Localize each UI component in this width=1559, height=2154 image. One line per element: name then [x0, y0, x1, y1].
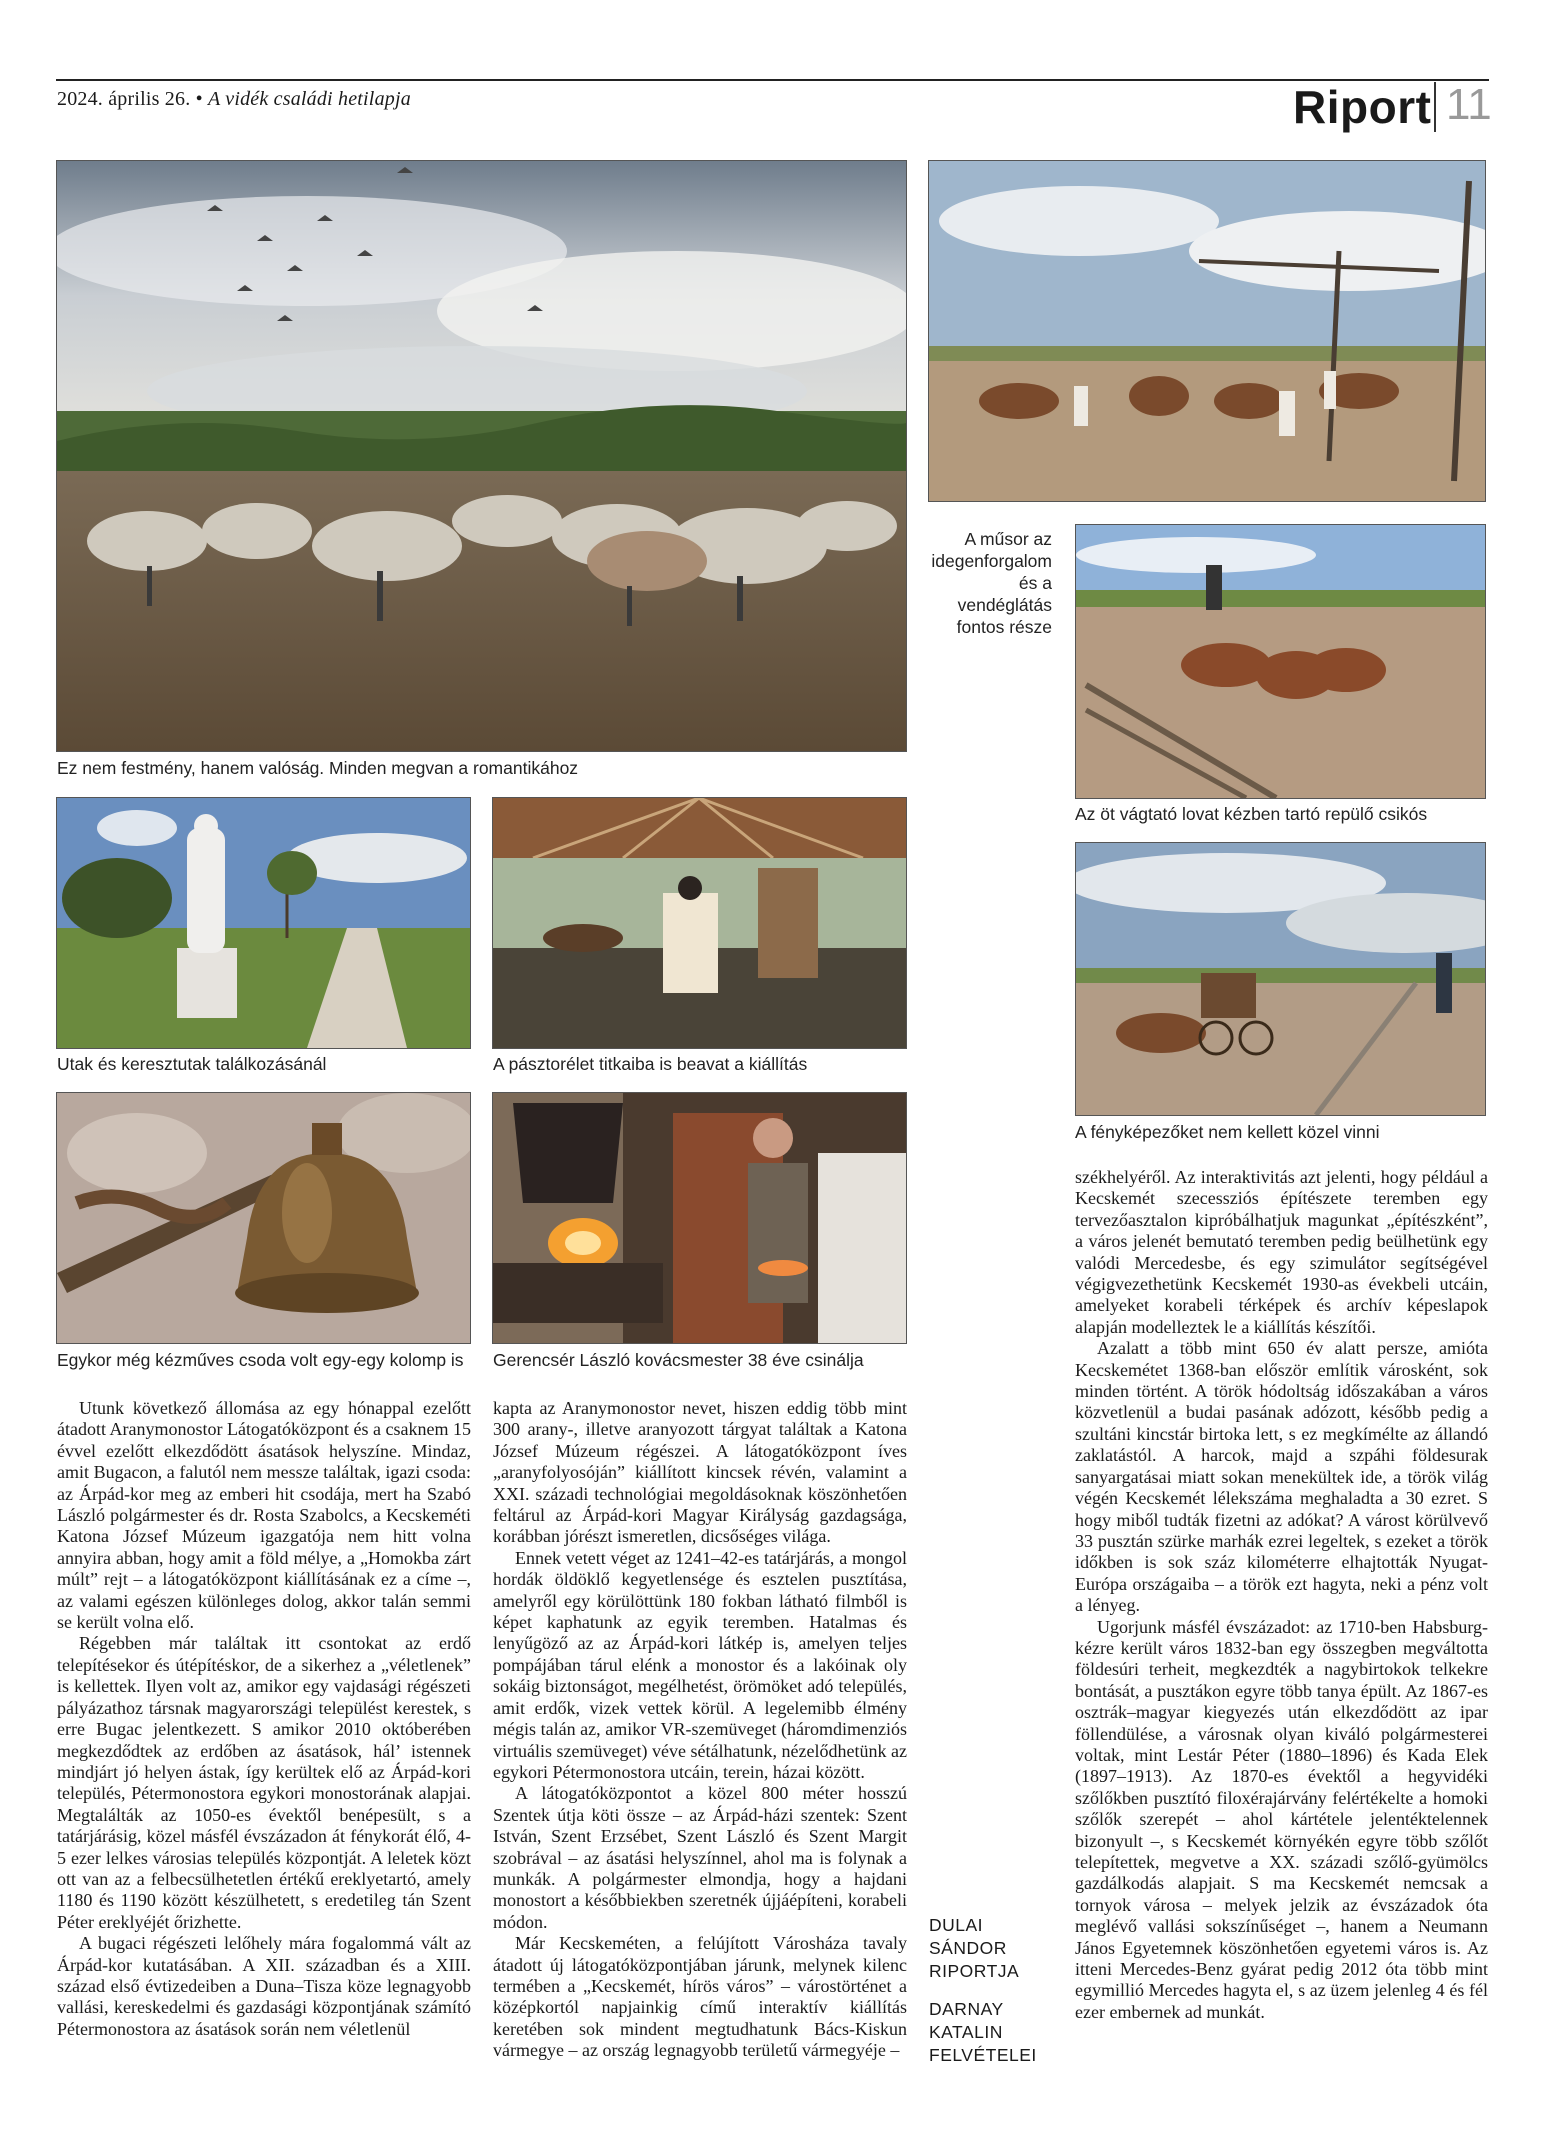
article-column-1 [57, 1398, 471, 2040]
section-divider [1434, 82, 1436, 132]
photo-caption: Ez nem festmény, hanem valóság. Minden megvan a romantikához [57, 758, 579, 778]
photo-horses-well [928, 160, 1486, 502]
photo-carriage [1075, 842, 1486, 1116]
photo-caption: A műsor az idegenforgalom és a vendéglátás fontos része [931, 529, 1052, 637]
photo-caption: Az öt vágtató lovat kézben tartó repülő csikós [1075, 804, 1428, 824]
paragraph: Azalatt a több mint 650 év alatt persze, amióta Kecskemétet 1368-ban először említik városként, sok minden történt. A török hódoltság időszakában a város közvetlenül a budai pasának adózott, később pedig a szultáni kincstár birtoka lett, s ez megkímélte az állandó zaklatástól. A harcok, majd a szpáhi földesurak sanyargatásai miatt sokan menekültek ide, a török világ végén Kecskemét lélekszáma meghaladta a 30 ezret. S hogy miből tudták fizetni az adókat? A várost körülvevő 33 pusztán szürke marhák ezrei legeltek, s ezeket a török időkben is sok száz kilométerre elhajtották Nyugat-Európa országaiba – a török ezt hagyta, neki a pénz volt a lényeg. [1075, 1338, 1488, 1616]
paragraph: kapta az Aranymonostor nevet, hiszen eddig több mint 300 arany-, illetve aranyozott tárgyat találtak a Katona József Múzeum régészei. A látogatóközpont íves „aranyfolyosóján” kiállított kincsek révén, valamint a XXI. századi technológiai megoldásoknak köszönhetően feltárul az Árpád-kori Magyar Királyság gazdagsága, korábban jórészt ismeretlen, dicsőséges világa. [493, 1398, 907, 1547]
photo-bell [56, 1092, 471, 1344]
photo-statue [56, 797, 471, 1049]
photographer-role: FELVÉTELEI [929, 2045, 1037, 2065]
bullet: • [195, 88, 203, 110]
article-column-3 [1075, 1167, 1488, 2023]
photo-caption: Egykor még kézműves csoda volt egy-egy kolomp is [57, 1350, 464, 1370]
paragraph: A bugaci régészeti lelőhely mára fogalommá vált az Árpád-kor kutatásában. A XII. században és a XIII. század első évtizedeiben a Duna–Tisza köze legnagyobb vallási, kereskedelmi és gazdasági központjának számító Pétermonostora az ásatások során nem véletlenül [57, 1933, 471, 2039]
paragraph: A látogatóközpontot a közel 800 méter hosszú Szentek útja köti össze – az Árpád-házi szentek: Szent István, Szent Erzsébet, Szent László és Szent Margit szobrával – az ásatási helyszínnel, ahol ma is folynak a munkák. A polgármester elmondja, hogy a hajdani monostort a későbbiekben szeretnék újjáépíteni, korabeli módon. [493, 1783, 907, 1932]
photo-caption: Utak és keresztutak találkozásánál [57, 1054, 327, 1074]
paragraph: Már Kecskeméten, a felújított Városháza tavaly átadott új látogatóközpontjában járunk, melynek kilenc termében a „Kecskemét, hírös város” – várostörténet a középkortól napjainkig című interaktív kiállítás keretében sok mindent megtudhatunk Bács-Kiskun vármegye – az ország legnagyobb területű vármegyéje – [493, 1933, 907, 2061]
paragraph: Utunk következő állomása az egy hónappal ezelőtt átadott Aranymonostor Látogatóközpont és a csaknem 15 évvel ezelőtt elkezdődött ásatások helyszíne. Mindaz, amit Bugacon, a falutól nem messze találtak, igazi csoda: az Árpád-kor meg az emberi hit csodája, mert ha Szabó László polgármester és dr. Rosta Szabolcs, a Kecskeméti Katona József Múzeum igazgatója nem hitt volna annyira abban, hogy amit a föld mélye, a „Homokba zárt múlt” rejt – a látogatóközpont kiállításának ez a címe –, az valami egészen különleges dolog, akkor talán semmi se került volna elő. [57, 1398, 471, 1633]
author-role: RIPORTJA [929, 1961, 1020, 1981]
paragraph: Régebben már találtak itt csontokat az erdő telepítésekor és útépítéskor, de a sikerhez a „véletlenek” is kellettek. Ilyen volt az, amikor egy vajdasági régészeti pályázathoz társnak magyarországi települést kerestek, s erre Bugac jelentkezett. S amikor 2010 októberében megkezdődtek az erdőben az ásatások, hál’ istennek mindjárt jó helyen ástak, így kerültek elő az Árpád-kori település, Pétermonostora egykori monostorának alapjai. Megtalálták az 1050-es évektől benépesült, s a tatárjárásig, közel másfél évszázadon át fénykorát élő, 4-5 ezer lelkes városias település központját. A leletek közt ott van az a felbecsülhetetlen értékű ereklyetartó, amely 1180 és 1190 között készülhetett, s eredetileg tán Szent Péter ereklyéjét őrizhette. [57, 1633, 471, 1932]
paragraph: Ugorjunk másfél évszázadot: az 1710-ben Habsburg-kézre került város 1832-ban egy összegben megváltotta földesúri terheit, megkezdték a nagybirtokok telkekre bontását, a pusztákon egyre több tanya épült. Az 1867-es osztrák–magyar kiegyezés után elkezdődött az ipar föllendülése, a városnak olyan kiváló polgármesterei voltak, mint Lestár Péter (1880–1896) és Kada Elek (1897–1913). Az 1870-es évektől a hegyvidéki szőlőkben pusztító filoxérajárvány felértékelte a homoki szőlők szerepét – ahol kártétele jelentéktelennek bizonyult –, s Kecskemét környékén egyre több szőlőt telepítettek, megvetve a XX. századi szőlő-gyümölcs gazdálkodás alapjait. S ma Kecskemét nemcsak a tornyok városa – melyek jelzik az évszázadok óta meglévő vallási sokszínűséget –, hanem a Neumann János Egyetemnek köszönhetően egyetemi város is. Az itteni Mercedes-Benz gyárat pedig 2012 óta több mint egymillió Mercedes hagyta el, s az üzem jelenleg 4 és fél ezer embernek ad munkát. [1075, 1616, 1488, 2022]
photo-blacksmith [492, 1092, 907, 1344]
paragraph: Ennek vetett véget az 1241–42-es tatárjárás, a mongol hordák öldöklő kegyetlensége és esztelen pusztítása, amelyről egy körülöttünk 180 fokban látható filmből is képet kaphatunk az egyik teremben. Hatalmas és lenyűgöző az az Árpád-kori látkép is, amelyen teljes pompájában tárul elénk a monostor és a lakóinak oly sokáig biztonságot, megélhetést, örömöket adó település, amit erdők, vizek vettek körül. A legelemibb élmény mégis talán az, amikor VR-szemüveget (háromdimenziós virtuális szemüveget) véve sétálhatunk, nézelődhetünk az egykori Pétermonostora utcáin, terein, házai között. [493, 1547, 907, 1782]
section-title: Riport [1293, 81, 1432, 133]
article-column-2 [493, 1398, 907, 2062]
issue-date: 2024. április 26. [57, 88, 191, 110]
photo-exhibit [492, 797, 907, 1049]
photo-caption: A fényképezőket nem kellett közel vinni [1075, 1122, 1380, 1142]
header-rule [56, 79, 1489, 81]
author-last: SÁNDOR [929, 1938, 1007, 1958]
photo-five-horses [1075, 524, 1486, 799]
tagline: A vidék családi hetilapja [208, 88, 411, 110]
photo-caption: Gerencsér László kovácsmester 38 éve csinálja [493, 1350, 864, 1370]
dateline [57, 88, 411, 111]
photo-grey-cattle [56, 160, 907, 752]
author-credit [929, 1914, 1019, 1983]
paragraph: székhelyéről. Az interaktivitás azt jelenti, hogy például a Kecskemét szecessziós építészete teremben egy tervezőasztalon kipróbálhatjuk magunkat „építészként”, a város jelenét bemutató teremben pedig beülhetünk egy valódi Mercedesbe, és egy szimulátor segítségével végigvezethetünk Kecskemét 1930-as évekbeli utcáin, amelyeket korabeli térképek és archív képeslapok alapján modelleztek le a kiállítás készítői. [1075, 1167, 1488, 1337]
photographer-credit [929, 1998, 1037, 2067]
photo-caption: A pásztorélet titkaiba is beavat a kiállítás [493, 1054, 808, 1074]
author-first: DULAI [929, 1915, 984, 1935]
page-number: 11 [1446, 80, 1492, 129]
photographer-last: KATALIN [929, 2022, 1003, 2042]
photographer-first: DARNAY [929, 1999, 1004, 2019]
